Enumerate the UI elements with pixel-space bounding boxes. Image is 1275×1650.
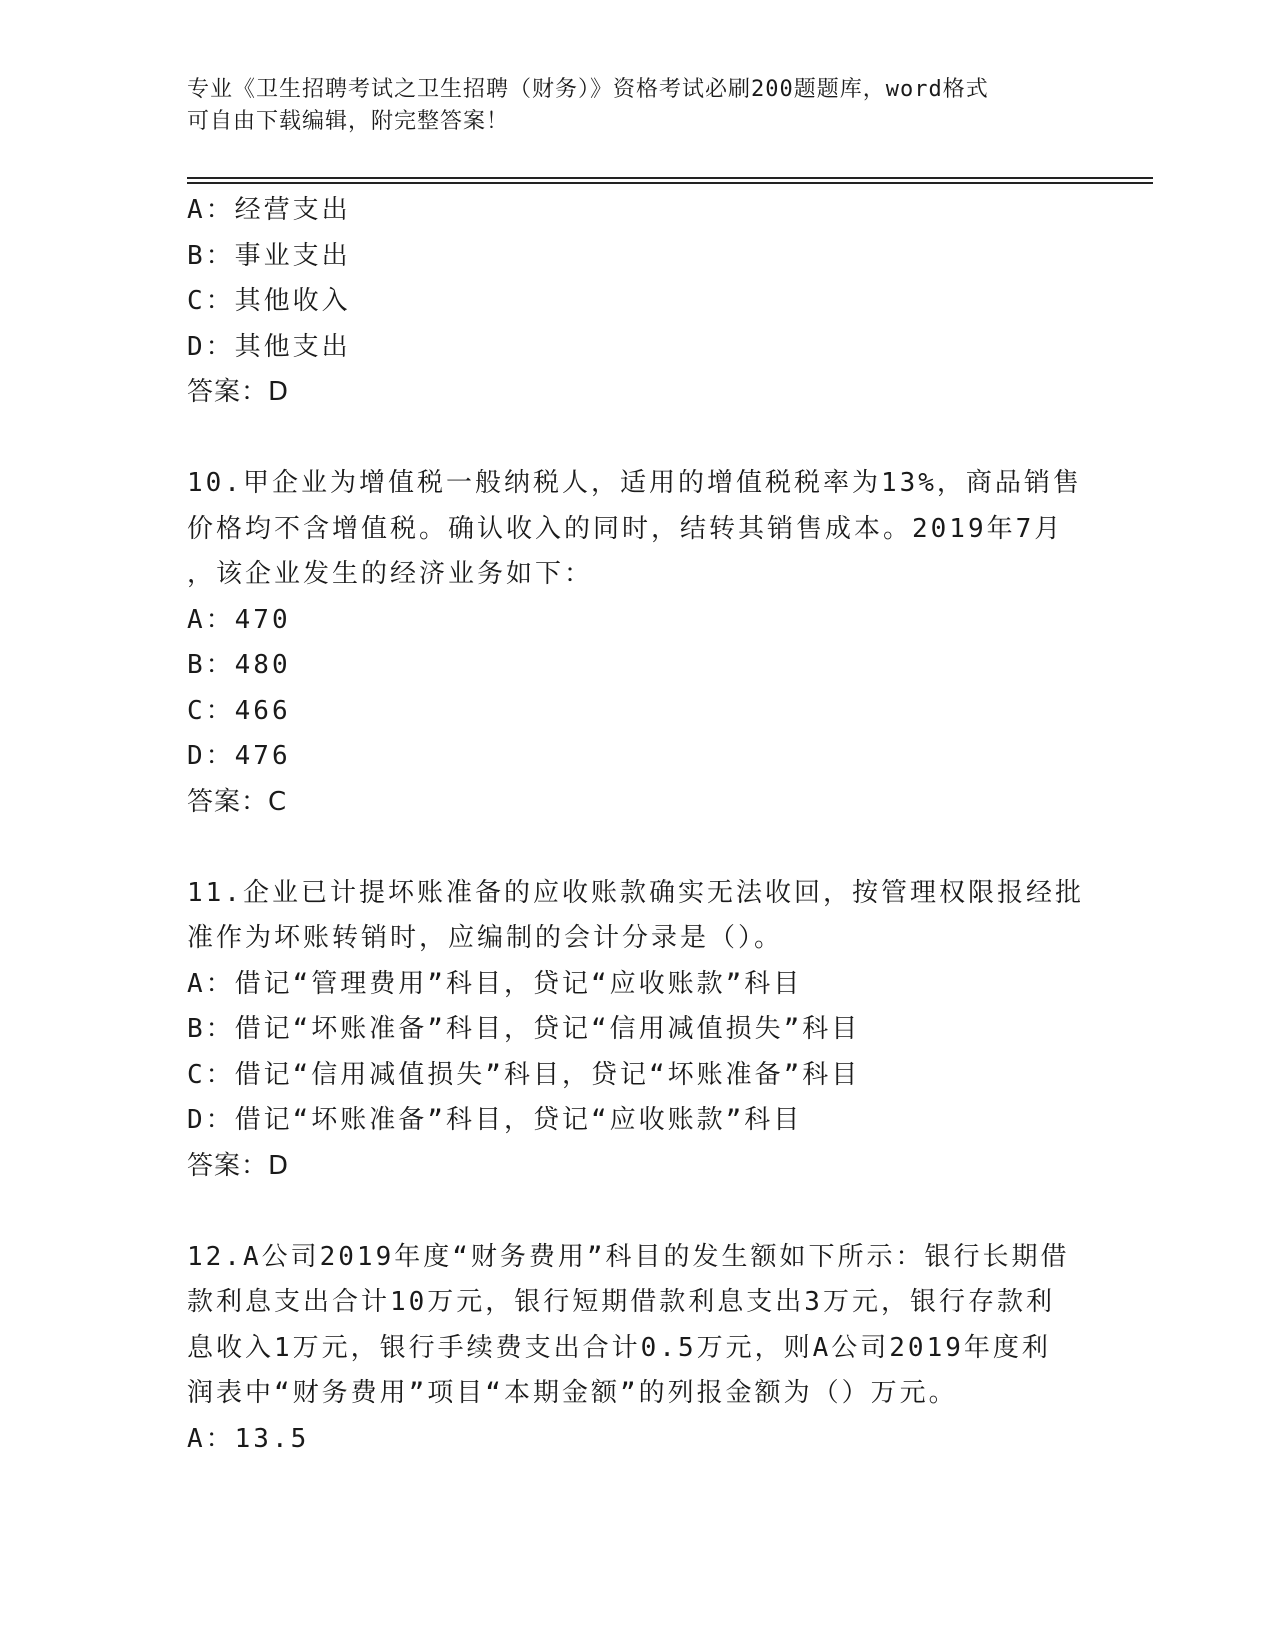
option-b: B：借记“坏账准备”科目，贷记“信用减值损失”科目 [187, 1014, 861, 1044]
question-9 [187, 188, 1087, 416]
option-a: A：470 [187, 604, 291, 635]
question-10 [187, 461, 1087, 825]
header-line-2: 可自由下载编辑，附完整答案！ [187, 109, 510, 134]
question-text-line: ，该企业发生的经济业务如下： [187, 559, 594, 589]
option-a: A：经营支出 [187, 195, 351, 225]
header-divider-top [187, 177, 1153, 179]
question-text-line: 11.企业已计提坏账准备的应收账款确实无法收回，按管理权限报经批 [187, 877, 1084, 908]
document-header [187, 74, 1087, 138]
question-12 [187, 1235, 1087, 1463]
option-c: C：其他收入 [187, 286, 351, 316]
answer: 答案：C [187, 786, 288, 817]
option-d: D：其他支出 [187, 331, 351, 362]
question-text-line: 款利息支出合计10万元，银行短期借款利息支出3万元，银行存款利 [187, 1287, 1055, 1317]
question-text-line: 润表中“财务费用”项目“本期金额”的列报金额为（）万元。 [187, 1378, 958, 1408]
question-text-line: 息收入1万元，银行手续费支出合计0.5万元，则A公司2019年度利 [187, 1332, 1051, 1363]
question-text-line: 10.甲企业为增值税一般纳税人，适用的增值税税率为13%，商品销售 [187, 468, 1082, 498]
question-11 [187, 871, 1087, 1190]
option-a: A：借记“管理费用”科目，贷记“应收账款”科目 [187, 968, 803, 999]
question-text-line: 准作为坏账转销时，应编制的会计分录是（）。 [187, 923, 784, 953]
answer: 答案：D [187, 377, 290, 407]
option-c: C：466 [187, 695, 291, 726]
option-c: C：借记“信用减值损失”科目，贷记“坏账准备”科目 [187, 1059, 861, 1090]
option-a: A：13.5 [187, 1423, 310, 1454]
header-line-1: 专业《卫生招聘考试之卫生招聘（财务）》资格考试必刷200题题库，word格式 [187, 77, 989, 102]
question-text-line: 价格均不含增值税。确认收入的同时，结转其销售成本。2019年7月 [187, 513, 1064, 544]
option-d: D：借记“坏账准备”科目，贷记“应收账款”科目 [187, 1105, 803, 1135]
option-d: D：476 [187, 741, 291, 771]
spacer [187, 1189, 1087, 1235]
question-text-line: 12.A公司2019年度“财务费用”科目的发生额如下所示：银行长期借 [187, 1241, 1070, 1272]
header-divider-bottom [187, 182, 1153, 184]
spacer [187, 825, 1087, 871]
answer: 答案：D [187, 1150, 290, 1181]
option-b: B：480 [187, 650, 291, 680]
spacer [187, 416, 1087, 462]
question-list [187, 188, 1087, 1462]
option-b: B：事业支出 [187, 240, 351, 271]
